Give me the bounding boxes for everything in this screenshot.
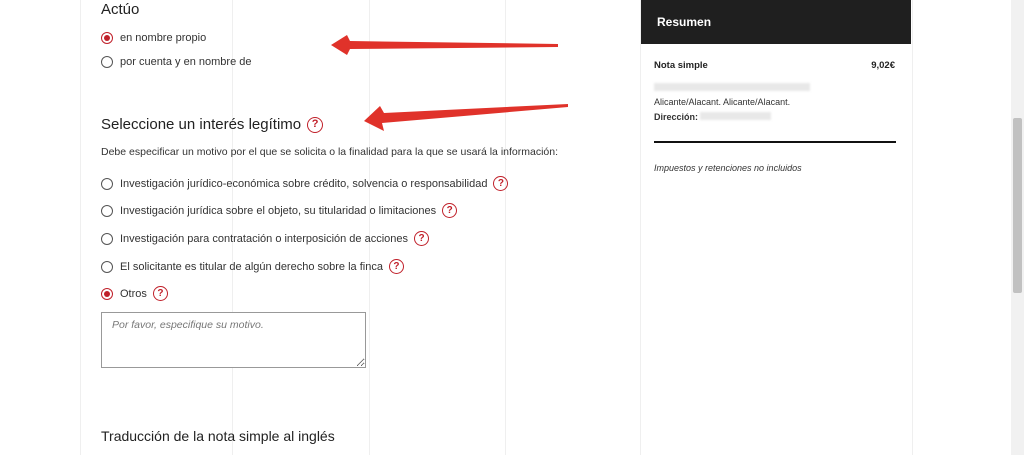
annotation-arrow-1 [331, 35, 558, 55]
summary-panel [641, 0, 911, 455]
summary-location: Alicante/Alacant. Alicante/Alacant. [654, 97, 791, 107]
interes-heading: Seleccione un interés legítimo [101, 116, 302, 133]
traduccion-heading: Traducción de la nota simple al inglés [101, 428, 335, 444]
scrollbar[interactable] [1011, 0, 1024, 455]
help-icon[interactable]: ? [414, 231, 429, 246]
actuo-heading: Actúo [101, 1, 140, 18]
help-icon[interactable]: ? [307, 117, 323, 133]
redacted-address [700, 112, 771, 120]
radio-label: por cuenta y en nombre de [120, 56, 252, 68]
summary-header [641, 0, 911, 44]
interes-description: Debe especificar un motivo por el que se solicita o la finalidad para la que se usará la información: [101, 146, 559, 158]
radio-label: El solicitante es titular de algún derecho sobre la finca [120, 260, 383, 273]
radio-label: Otros [120, 287, 147, 300]
radio-label: Investigación jurídica sobre el objeto, su titularidad o limitaciones [120, 204, 437, 217]
redacted-text [654, 83, 810, 91]
help-icon[interactable]: ? [389, 259, 404, 274]
summary-tax-note: Impuestos y retenciones no incluidos [654, 163, 802, 173]
annotation-arrow-2 [364, 104, 568, 131]
help-icon[interactable]: ? [153, 286, 168, 301]
radio-label: Investigación jurídico-económica sobre crédito, solvencia o responsabilidad [120, 177, 488, 190]
scrollbar-thumb[interactable] [1013, 118, 1022, 293]
radio-label: Investigación para contratación o interposición de acciones [120, 232, 409, 245]
radio-label: en nombre propio [120, 32, 207, 44]
summary-title: Resumen [657, 15, 712, 29]
summary-address-label: Dirección: [654, 112, 699, 122]
help-icon[interactable]: ? [442, 203, 457, 218]
summary-divider [654, 141, 896, 143]
summary-item-price: 9,02€ [871, 60, 895, 71]
summary-item-label: Nota simple [654, 60, 708, 71]
help-icon[interactable]: ? [493, 176, 508, 191]
